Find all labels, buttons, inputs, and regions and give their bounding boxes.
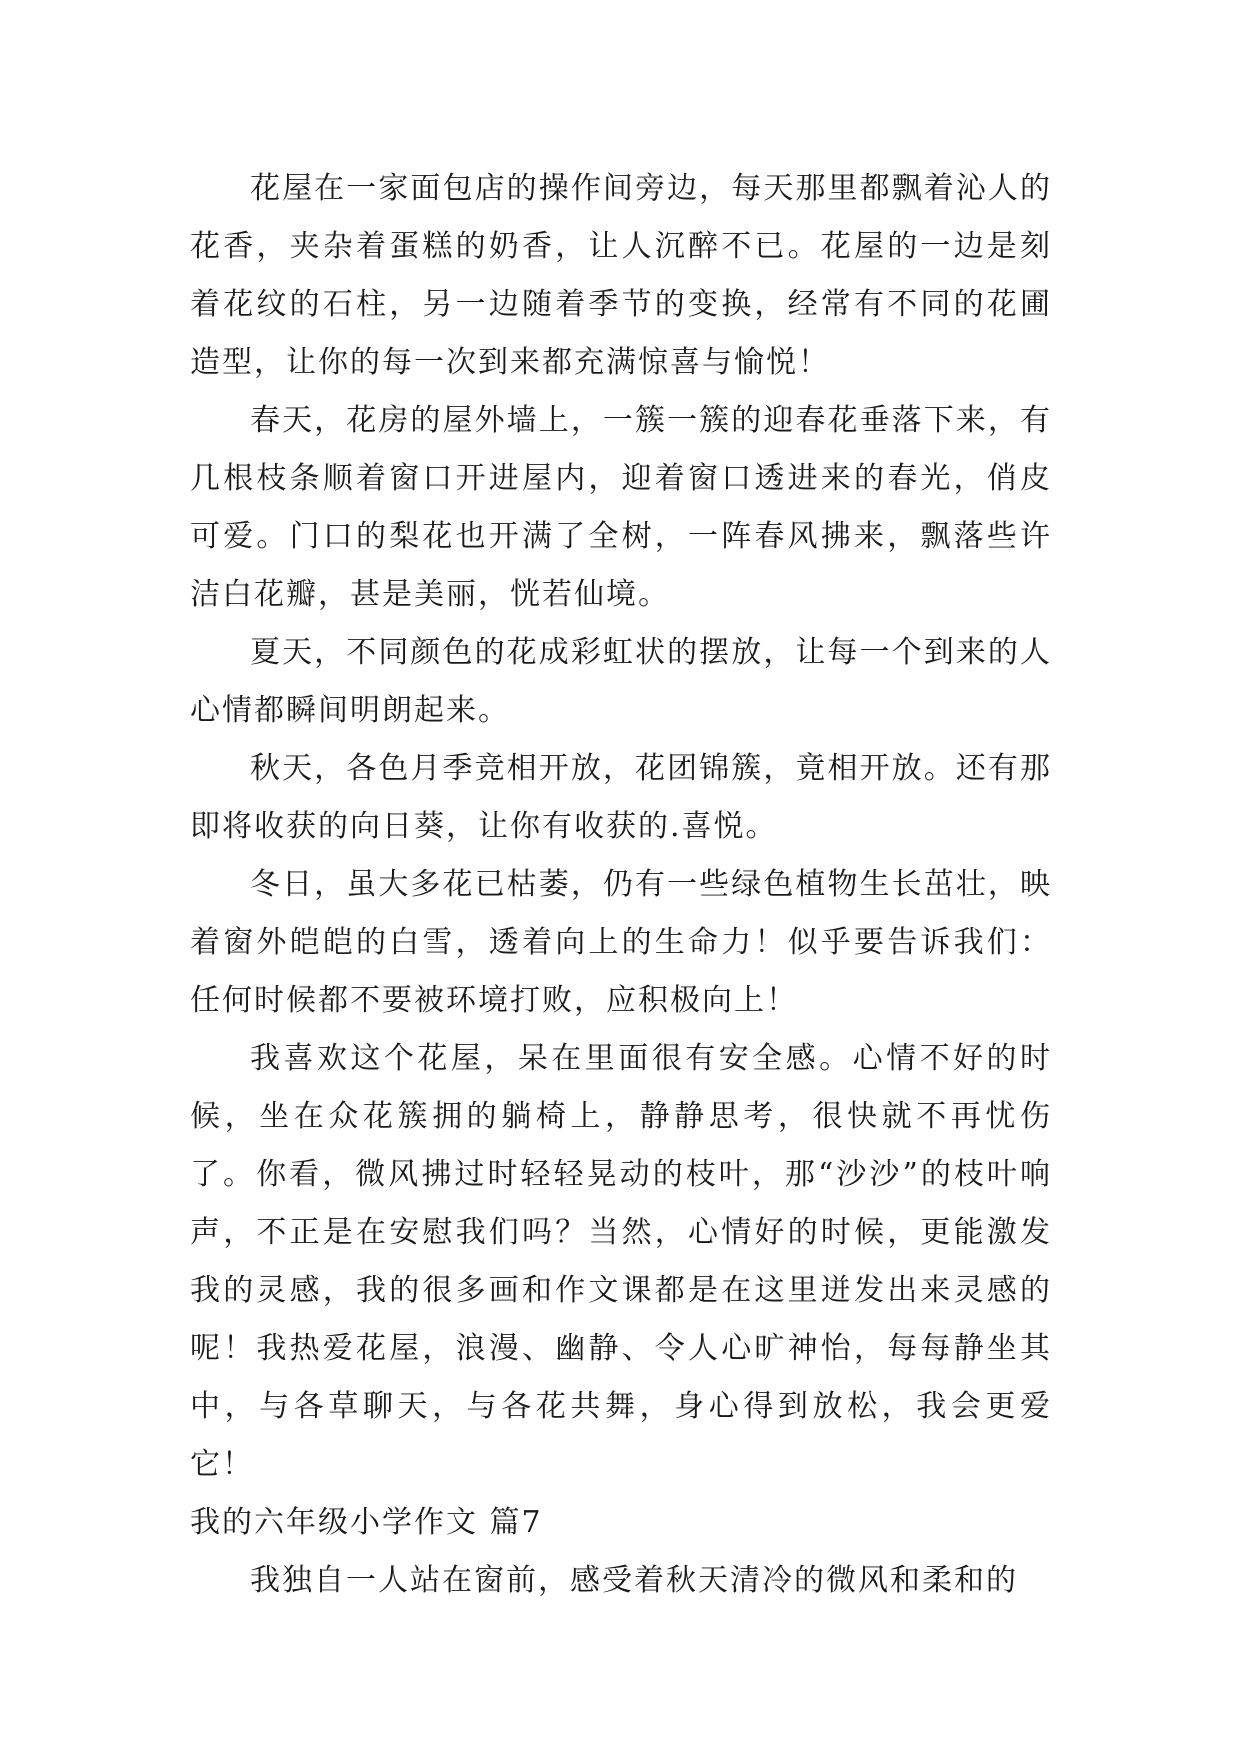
paragraph-flower-house: 花屋在一家面包店的操作间旁边，每天那里都飘着沁人的花香，夹杂着蛋糕的奶香，让人沉醉不已。花屋的一边是刻着花纹的石柱，另一边随着季节的变换，经常有不同的花圃造型，让你的每一次到来都充满惊喜与愉悦！ (190, 171, 1052, 380)
essay-body (190, 160, 1052, 1610)
section-heading: 我的六年级小学作文 篇7 (190, 1505, 543, 1540)
paragraph-feelings: 我喜欢这个花屋，呆在里面很有安全感。心情不好的时候，坐在众花簇拥的躺椅上，静静思考，很快就不再忧伤了。你看，微风拂过时轻轻晃动的枝叶，那“沙沙”的枝叶响声，不正是在安慰我们吗？当然，心情好的时候，更能激发我的灵感，我的很多画和作文课都是在这里迸发出来灵感的呢！我热爱花屋，浪漫、幽静、令人心旷神怡，每每静坐其中，与各草聊天，与各花共舞，身心得到放松，我会更爱它！ (190, 1041, 1052, 1482)
paragraph-spring: 春天，花房的屋外墙上，一簇一簇的迎春花垂落下来，有几根枝条顺着窗口开进屋内，迎着窗口透进来的春光，俏皮可爱。门口的梨花也开满了全树，一阵春风拂来，飘落些许洁白花瓣，甚是美丽，恍若仙境。 (190, 403, 1052, 612)
paragraph-window: 我独自一人站在窗前，感受着秋天清冷的微风和柔和的 (250, 1563, 1018, 1598)
paragraph-winter: 冬日，虽大多花已枯萎，仍有一些绿色植物生长茁壮，映着窗外皑皑的白雪，透着向上的生命力！似乎要告诉我们：任何时候都不要被环境打败，应积极向上！ (190, 867, 1052, 1018)
paragraph-summer: 夏天，不同颜色的花成彩虹状的摆放，让每一个到来的人心情都瞬间明朗起来。 (190, 635, 1052, 728)
paragraph-autumn: 秋天，各色月季竞相开放，花团锦簇，竟相开放。还有那即将收获的向日葵，让你有收获的.喜悦。 (190, 751, 1052, 844)
